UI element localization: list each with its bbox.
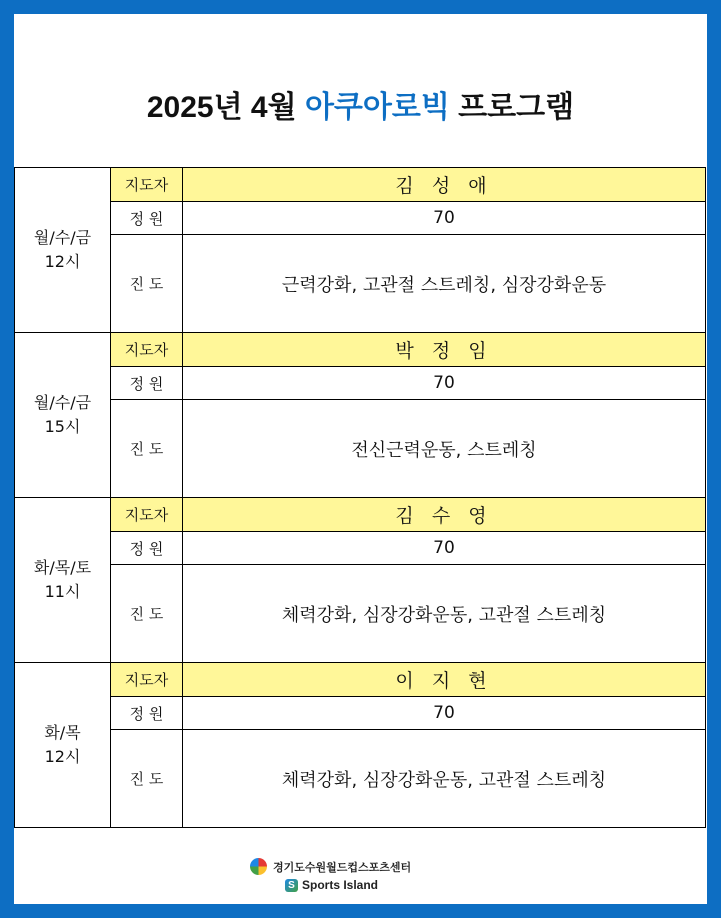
session-2-days: 월/수/금 [33,393,92,412]
session-4-time: 12시 [44,747,81,766]
footer-logo [250,858,470,896]
page-title [0,82,721,126]
content-label: 진 도 [111,400,183,498]
session-4-content-row [15,730,706,828]
session-3-days: 화/목/토 [33,558,92,577]
session-3-slot [15,498,111,663]
footer-org-name: 경기도수원월드컵스포츠센터 [273,862,412,874]
session-4-days: 화/목 [44,723,81,742]
session-4-instructor-row [15,663,706,697]
session-1-slot [15,168,111,333]
content-label: 진 도 [111,565,183,663]
session-3-capacity-row [15,532,706,565]
session-2-time: 15시 [44,417,81,436]
title-suffix: 프로그램 [449,91,575,124]
schedule-table [14,167,706,828]
capacity-label: 정 원 [111,202,183,235]
session-3-content-row [15,565,706,663]
sports-island-icon: S [285,879,298,892]
footer-brand: Sports Island [302,878,379,892]
session-3-instructor: 김 수 영 [183,498,706,532]
session-2-slot [15,333,111,498]
session-3-time: 11시 [44,582,81,601]
session-4-slot [15,663,111,828]
session-1-capacity: 70 [183,202,706,235]
capacity-label: 정 원 [111,697,183,730]
session-4-instructor: 이 지 현 [183,663,706,697]
content-label: 진 도 [111,235,183,333]
capacity-label: 정 원 [111,367,183,400]
content-label: 진 도 [111,730,183,828]
session-2-content-row [15,400,706,498]
session-1-capacity-row [15,202,706,235]
session-2-instructor: 박 정 임 [183,333,706,367]
session-2-capacity-row [15,367,706,400]
session-4-capacity-row [15,697,706,730]
instructor-label: 지도자 [111,498,183,532]
session-1-instructor-row [15,168,706,202]
session-2-content: 전신근력운동, 스트레칭 [183,400,706,498]
session-4-content: 체력강화, 심장강화운동, 고관절 스트레칭 [183,730,706,828]
session-2-capacity: 70 [183,367,706,400]
session-2-instructor-row [15,333,706,367]
session-1-time: 12시 [44,252,81,271]
session-4-capacity: 70 [183,697,706,730]
session-3-instructor-row [15,498,706,532]
title-highlight: 아쿠아로빅 [304,91,450,124]
session-3-content: 체력강화, 심장강화운동, 고관절 스트레칭 [183,565,706,663]
capacity-label: 정 원 [111,532,183,565]
instructor-label: 지도자 [111,333,183,367]
session-1-content-row [15,235,706,333]
session-1-content: 근력강화, 고관절 스트레칭, 심장강화운동 [183,235,706,333]
soccer-ball-icon [250,858,267,875]
session-1-days: 월/수/금 [33,228,92,247]
session-1-instructor: 김 성 애 [183,168,706,202]
title-prefix: 2025년 4월 [146,91,305,124]
instructor-label: 지도자 [111,663,183,697]
instructor-label: 지도자 [111,168,183,202]
session-3-capacity: 70 [183,532,706,565]
